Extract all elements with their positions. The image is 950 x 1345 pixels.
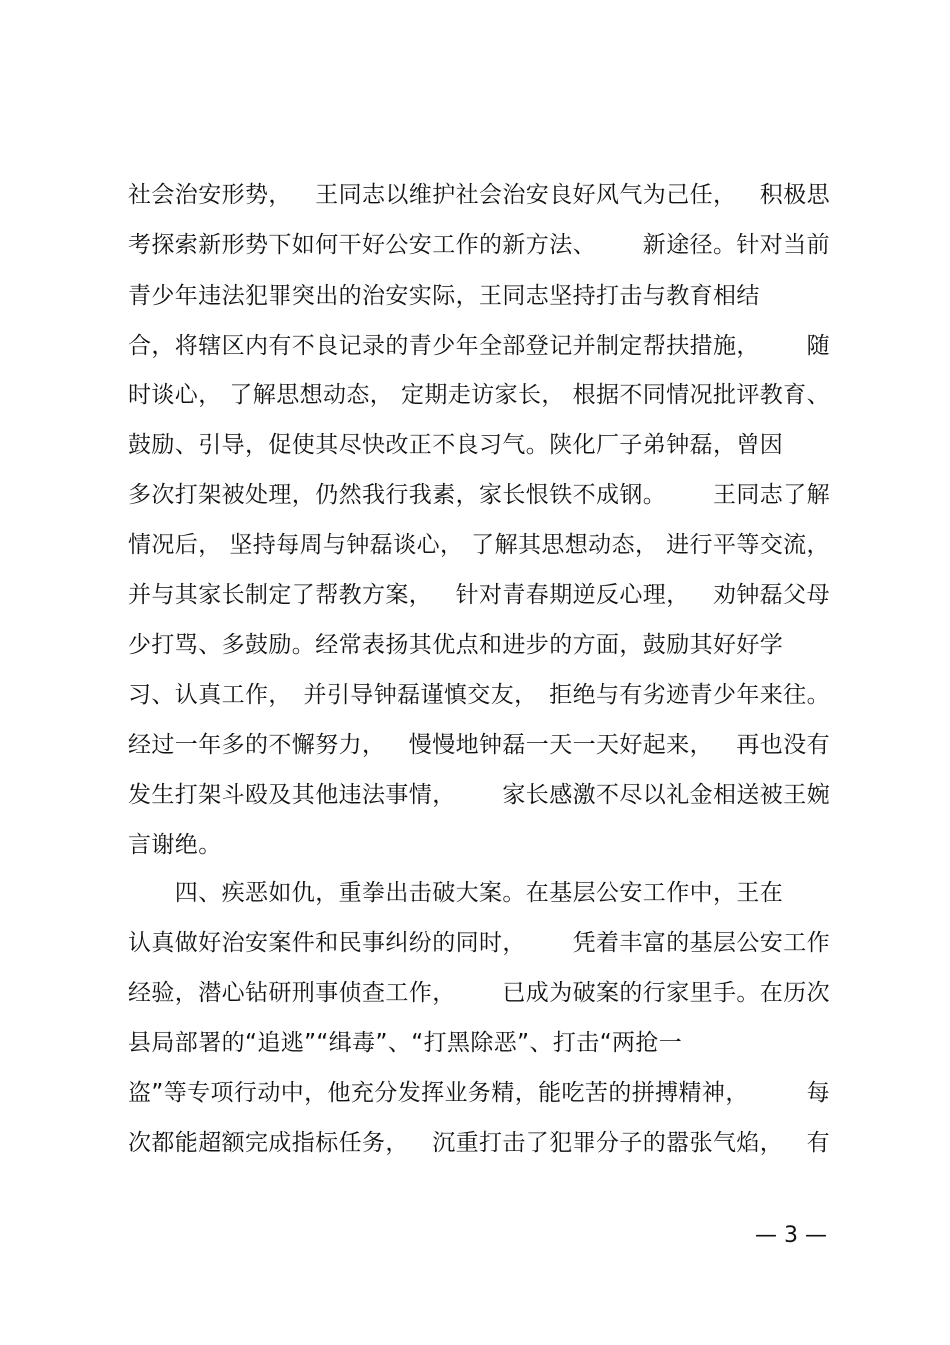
text-line (128, 928, 830, 958)
text-line (128, 430, 783, 460)
text-segment: 习、认真工作， (128, 682, 292, 708)
text-segment: 次都能超额完成指标任务， (128, 1130, 409, 1156)
text-segment: 四、疾恶如仇，重拳出击破大案。在基层公安工作中，王在 (128, 880, 784, 906)
text-line (128, 380, 830, 410)
text-line (128, 530, 830, 560)
text-segment: 并引导钟磊谨慎交友， (303, 682, 538, 708)
text-segment: 考探索新形势下如何干好公安工作的新方法、 (128, 232, 596, 258)
text-segment: 凭着丰富的基层公安工作 (572, 930, 830, 956)
text-line (128, 230, 830, 260)
text-segment: 再也没有 (736, 732, 830, 758)
text-segment: 经验，潜心钻研刑事侦查工作， (128, 980, 456, 1006)
text-segment: 进行平等交流， (666, 532, 830, 558)
text-segment: 随 (806, 333, 830, 359)
text-segment: 积极思 (759, 182, 830, 208)
text-line (128, 1128, 830, 1158)
text-segment: 已成为破案的行家里手。在历次 (502, 980, 830, 1006)
text-segment: 王同志以维护社会治安良好风气为己任， (315, 182, 737, 208)
text-line (128, 978, 830, 1008)
text-segment: 劝钟磊父母 (712, 582, 830, 608)
page-number: — 3 — (755, 1223, 827, 1248)
text-segment: 青少年违法犯罪突出的治安实际，王同志坚持打击与教育相结 (128, 283, 760, 309)
text-line (128, 580, 830, 610)
text-segment: 慢慢地钟磊一天一天好起来， (408, 732, 713, 758)
text-segment: 并与其家长制定了帮教方案， (128, 582, 433, 608)
text-segment: 多次打架被处理，仍然我行我素，家长恨铁不成钢。 (128, 482, 667, 508)
text-segment: 发生打架斗殴及其他违法事情， (128, 782, 456, 808)
text-segment: 坚持每周与钟磊谈心， (229, 532, 464, 558)
text-segment: 了解思想动态， (229, 382, 394, 408)
text-segment: 针对青春期逆反心理， (455, 582, 690, 608)
text-segment: 有 (806, 1130, 830, 1156)
text-segment: 盗”等专项行动中，他充分发挥业务精，能吃苦的拼搏精神， (128, 1080, 749, 1106)
text-line (128, 1028, 682, 1058)
text-segment: 家长感激不尽以礼金相送被王婉 (502, 782, 830, 808)
text-segment: 定期走访家长， (400, 382, 565, 408)
text-line (128, 331, 830, 361)
text-line (128, 180, 830, 210)
text-segment: 情况后， (128, 532, 222, 558)
text-segment: 言谢绝。 (128, 832, 222, 858)
text-segment: 根据不同情况批评教育、 (572, 382, 830, 408)
text-line (128, 730, 830, 760)
text-segment: 王同志了解 (713, 482, 830, 508)
text-segment: 每 (806, 1080, 830, 1106)
text-segment: 少打骂、多鼓励。经常表扬其优点和进步的方面，鼓励其好好学 (128, 632, 784, 658)
text-line (128, 878, 783, 908)
text-segment: 经过一年多的不懈努力， (128, 732, 386, 758)
text-segment: 县局部署的“追逃”“缉毒”、“打黑除恶”、打击“两抢一 (128, 1030, 683, 1056)
text-segment: 时谈心， (128, 382, 222, 408)
text-segment: 认真做好治安案件和民事纠纷的同时， (128, 930, 526, 956)
text-segment: 社会治安形势， (128, 182, 292, 208)
text-segment: 新途径。针对当前 (642, 232, 830, 258)
text-segment: 鼓励、引导，促使其尽快改正不良习气。陕化厂子弟钟磊，曾因 (128, 432, 784, 458)
text-segment: 沉重打击了犯罪分子的嚣张气焰， (432, 1130, 784, 1156)
text-line (128, 830, 222, 860)
text-line (128, 480, 830, 510)
text-line (128, 680, 830, 710)
text-line (128, 780, 830, 810)
text-segment: 了解其思想动态， (471, 532, 659, 558)
text-line (128, 1078, 830, 1108)
text-segment: 拒绝与有劣迹青少年来往。 (549, 682, 830, 708)
text-line (128, 281, 760, 311)
text-line (128, 630, 783, 660)
text-segment: 合，将辖区内有不良记录的青少年全部登记并制定帮扶措施， (128, 333, 760, 359)
